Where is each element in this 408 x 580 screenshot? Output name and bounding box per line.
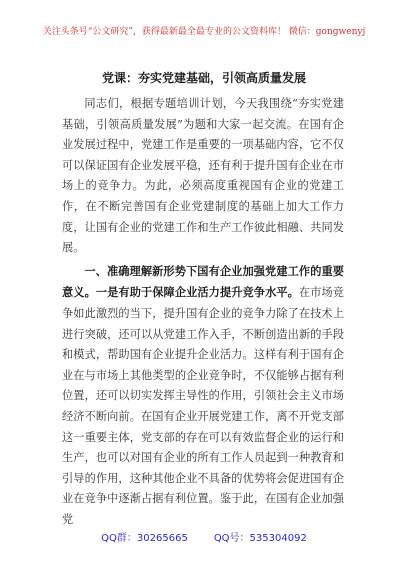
qq-number-label: QQ号：535304092 [213, 533, 307, 544]
paragraph-intro: 同志们，根据专题培训计划，今天我围绕“夯实党建基础，引领高质量发展”为题和大家一起交流。在国有企业发展过程中，党建工作是重要的一项基础内容，它不仅可以保证国有企业发展平稳，还有利于提升国有企业在市场上的竞争力。为此，必须高度重视国有企业的党建工作，在不断完善国有企业党建制度的基础上加大工作力度，让国有企业的党建工作和生产工作彼此相融、共同发展。 [62, 97, 344, 255]
paragraph-section-one [62, 261, 344, 531]
section-body: 在市场竞争如此激烈的当下，提升国有企业的竞争力除了在技术上进行突破，还可以从党建工作入手，不断创造出新的手段和模式，帮助国有企业提升企业活力。这样有利于国有企业在与市场上其他类型的企业竞争时，不仅能够占据有利位置，还可以切实发挥主导性的作用，引领社会主义市场经济不断向前。在国有企业开展党建工作，离不开党支部这一重要主体，党支部的存在可以有效监督企业的运行和生产，也可以对国有企业的所有工作人员起到一种教育和引导的作用，这种其他企业不具备的优势将会促进国有企业在竞争中逐渐占据有利位置。鉴于此，在国有企业加强党 [62, 286, 344, 526]
section-heading: 一、准确理解新形势下国有企业加强党建工作的重要意义。一是有助于保障企业活力提升竞争水平。 [62, 263, 344, 300]
document-title: 党课：夯实党建基础，引领高质量发展 [101, 71, 306, 85]
qq-group-label: QQ群：30265665 [101, 533, 188, 544]
header-banner: 关注头条号“公文研究”，获得最新最全最专业的公文资料库！ 微信：gongwenyj [42, 27, 366, 37]
document-body [62, 94, 344, 530]
footer-contacts [0, 532, 408, 546]
